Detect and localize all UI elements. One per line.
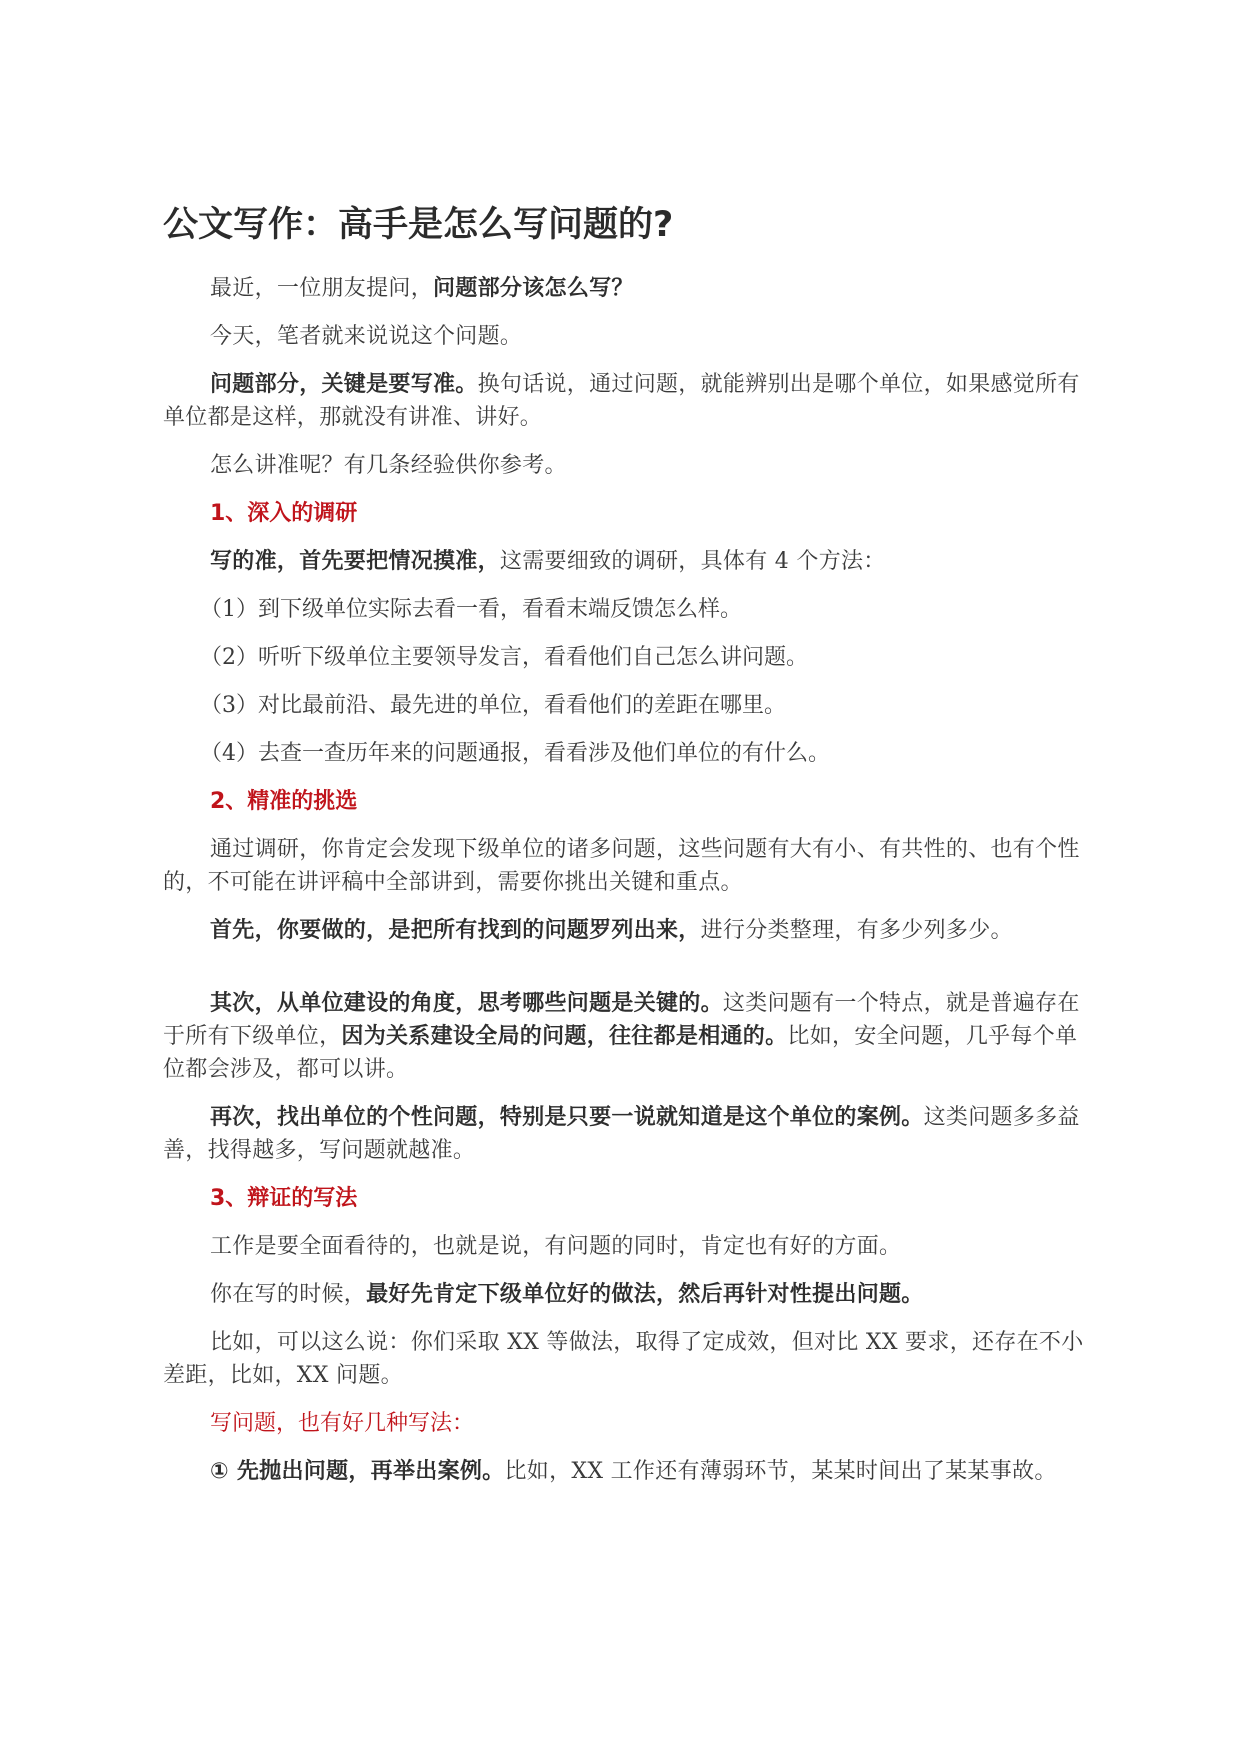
paragraph-affirm bbox=[163, 1278, 1093, 1311]
list-item: （1）到下级单位实际去看一看，看看末端反馈怎么样。 bbox=[200, 597, 742, 622]
article-body bbox=[163, 200, 1093, 1503]
text-normal: 这类问题多多益善，找得越多，写问题就越准。 bbox=[163, 1105, 1080, 1163]
section-heading-3: 3、辩证的写法 bbox=[210, 1186, 358, 1211]
text-normal: 比如，XX 工作还有薄弱环节，某某时间出了某某事故。 bbox=[504, 1459, 1057, 1484]
text-normal: 你在写的时候， bbox=[210, 1282, 367, 1307]
paragraph-first bbox=[163, 914, 1093, 947]
text-normal: 最近，一位朋友提问， bbox=[210, 276, 434, 301]
paragraph-how: 怎么讲准呢？有几条经验供你参考。 bbox=[210, 453, 567, 478]
text-bold: 问题部分该怎么写？ bbox=[433, 276, 634, 301]
list-item: （4）去查一查历年来的问题通报，看看涉及他们单位的有什么。 bbox=[200, 741, 830, 766]
paragraph-example: 比如，可以这么说：你们采取 XX 等做法，取得了定成效，但对比 XX 要求，还存在不小差距，比如，XX 问题。 bbox=[163, 1330, 1084, 1388]
text-normal: 比如，安全问题，几乎每个单位都会涉及，都可以讲。 bbox=[163, 1024, 1078, 1082]
paragraph-today: 今天，笔者就来说说这个问题。 bbox=[210, 324, 523, 349]
section-heading-2: 2、精准的挑选 bbox=[210, 789, 358, 814]
section-heading-1: 1、深入的调研 bbox=[210, 501, 358, 526]
paragraph-second bbox=[163, 987, 1093, 1086]
text-bold: 问题部分，关键是要写准。 bbox=[210, 372, 478, 397]
text-bold: 因为关系建设全局的问题，往往都是相通的。 bbox=[341, 1024, 788, 1049]
text-normal: 这类问题有一个特点，就是普遍存在于所有下级单位， bbox=[163, 991, 1080, 1049]
paragraph-intro bbox=[163, 272, 1093, 305]
text-bold: ① 先抛出问题，再举出案例。 bbox=[210, 1459, 505, 1484]
text-bold: 其次，从单位建设的角度，思考哪些问题是关键的。 bbox=[210, 991, 723, 1016]
paragraph-third bbox=[163, 1101, 1093, 1167]
paragraph-research bbox=[163, 545, 1093, 578]
paragraph-selection: 通过调研，你肯定会发现下级单位的诸多问题，这些问题有大有小、有共性的、也有个性的，不可能在讲评稿中全部讲到，需要你挑出关键和重点。 bbox=[163, 837, 1080, 895]
red-subheading: 写问题，也有好几种写法： bbox=[210, 1411, 475, 1436]
list-item: （2）听听下级单位主要领导发言，看看他们自己怎么讲问题。 bbox=[200, 645, 808, 670]
text-bold: 再次，找出单位的个性问题，特别是只要一说就知道是这个单位的案例。 bbox=[210, 1105, 924, 1130]
text-normal: 进行分类整理，有多少列多少。 bbox=[700, 918, 1013, 943]
text-normal: 换句话说，通过问题，就能辨别出是哪个单位，如果感觉所有单位都是这样，那就没有讲准、讲好。 bbox=[163, 372, 1080, 430]
text-normal: 这需要细致的调研，具体有 4 个方法： bbox=[499, 549, 886, 574]
paragraph-method-1 bbox=[163, 1455, 1093, 1488]
paragraph-key-point bbox=[163, 368, 1093, 434]
list-item: （3）对比最前沿、最先进的单位，看看他们的差距在哪里。 bbox=[200, 693, 786, 718]
paragraph-dialectic: 工作是要全面看待的，也就是说，有问题的同时，肯定也有好的方面。 bbox=[210, 1234, 902, 1259]
text-bold: 最好先肯定下级单位好的做法，然后再针对性提出问题。 bbox=[366, 1282, 924, 1307]
text-bold: 写的准，首先要把情况摸准， bbox=[210, 549, 500, 574]
text-bold: 首先，你要做的，是把所有找到的问题罗列出来， bbox=[210, 918, 701, 943]
page-title: 公文写作：高手是怎么写问题的? bbox=[163, 205, 674, 245]
